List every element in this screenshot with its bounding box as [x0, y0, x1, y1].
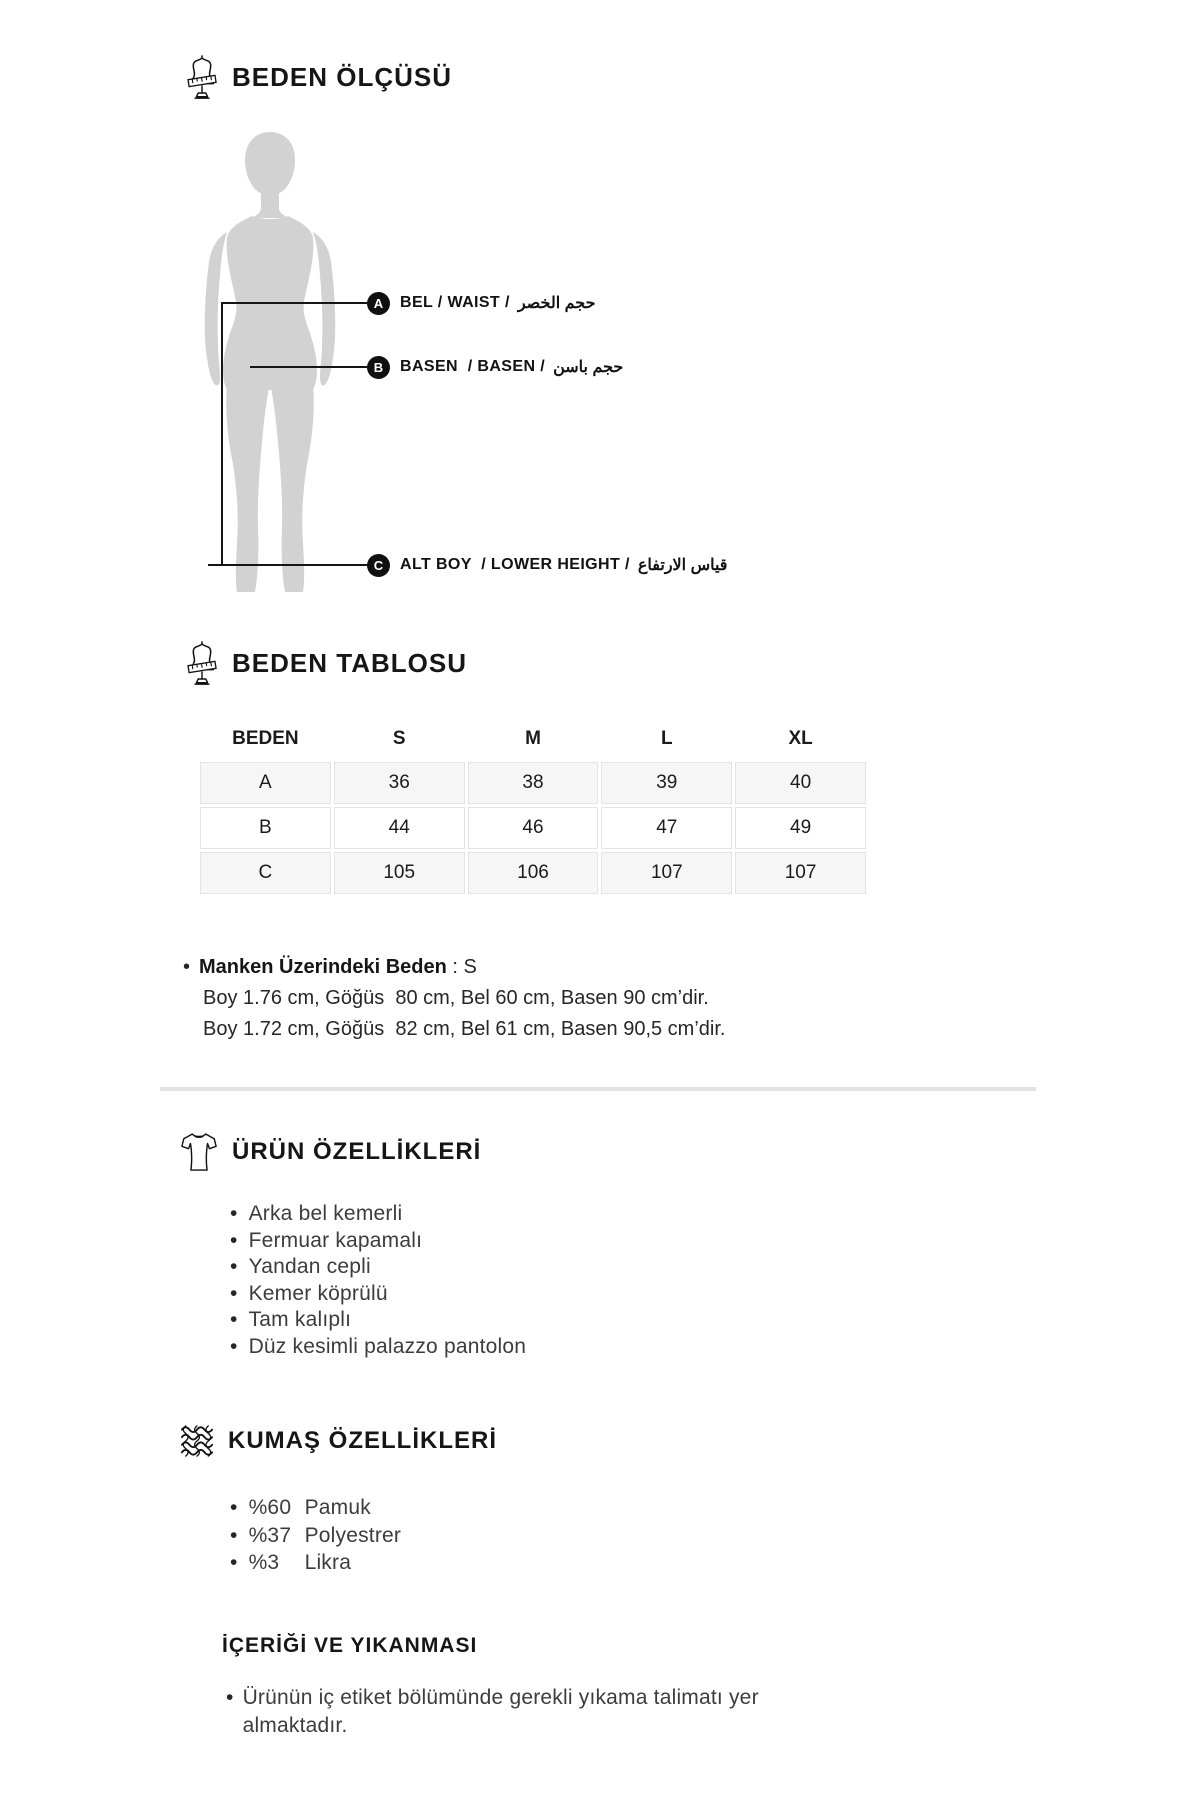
fabric-name: Polyestrer	[304, 1523, 402, 1547]
section-divider	[160, 1087, 1036, 1091]
dress-form-icon	[186, 54, 218, 100]
bullet-dot: •	[230, 1202, 238, 1225]
dress-form-icon	[186, 640, 218, 686]
measure-line	[221, 302, 367, 304]
measure-badge-a: A	[367, 292, 390, 315]
table-cell: 105	[334, 852, 465, 894]
care-text: Ürünün iç etiket bölümünde gerekli yıkama talimatı yer almaktadır.	[242, 1686, 759, 1737]
table-cell: 38	[468, 762, 599, 804]
column-header: BEDEN	[232, 728, 299, 749]
table-cell: 47	[601, 807, 732, 849]
feature-text: Arka bel kemerli	[248, 1202, 403, 1225]
measure-label-arabic: قياس الارتفاع	[637, 557, 728, 574]
section-title: İÇERİĞİ VE YIKANMASI	[222, 1634, 478, 1657]
table-cell: 107	[735, 852, 866, 894]
list-item	[230, 1254, 526, 1281]
bullet-dot: •	[230, 1255, 238, 1278]
bullet-dot: •	[230, 1281, 238, 1305]
section-title: KUMAŞ ÖZELLİKLERİ	[228, 1427, 497, 1454]
list-item	[230, 1522, 401, 1550]
list-item	[230, 1201, 526, 1228]
measure-badge-b: B	[367, 356, 390, 379]
table-cell: 39	[601, 762, 732, 804]
care-heading	[222, 1634, 477, 1658]
list-item	[230, 1307, 526, 1334]
product-features-list	[230, 1201, 526, 1360]
row-key-cell: A	[200, 762, 331, 804]
measure-row-a	[221, 291, 595, 315]
fabric-features-list	[230, 1494, 401, 1577]
measure-label: BEL / WAIST /	[400, 294, 510, 311]
bullet-dot: •	[230, 1308, 238, 1331]
fabric-pct: %60	[248, 1496, 292, 1519]
size-table	[197, 716, 869, 897]
measure-label-arabic: حجم باسن	[553, 359, 624, 376]
product-features-heading	[180, 1131, 481, 1173]
measure-badge-c: C	[367, 554, 390, 577]
fabric-pct: %3	[248, 1551, 280, 1574]
column-header: L	[660, 728, 673, 749]
list-item	[230, 1549, 401, 1577]
section-title: BEDEN TABLOSU	[232, 647, 467, 678]
size-table-heading	[186, 640, 467, 686]
fabric-weave-icon	[180, 1424, 214, 1458]
table-cell: 44	[334, 807, 465, 849]
feature-text: Yandan cepli	[248, 1255, 371, 1278]
feature-text: Kemer köprülü	[248, 1281, 388, 1305]
measure-label: BASEN / BASEN /	[400, 358, 546, 375]
bullet-dot: •	[226, 1686, 234, 1709]
column-header: M	[525, 728, 541, 749]
model-size-note	[183, 952, 725, 1045]
bullet-dot: •	[230, 1334, 238, 1358]
fabric-name: Pamuk	[304, 1496, 371, 1519]
size-table-header-row	[200, 719, 866, 759]
column-header: XL	[788, 728, 813, 749]
feature-text: Düz kesimli palazzo pantolon	[248, 1334, 527, 1358]
feature-text: Tam kalıplı	[248, 1308, 352, 1331]
table-cell: 107	[601, 852, 732, 894]
measure-line	[208, 564, 367, 566]
table-row	[200, 807, 866, 849]
bullet-dot: •	[230, 1523, 238, 1547]
table-cell: 106	[468, 852, 599, 894]
table-cell: 36	[334, 762, 465, 804]
measure-label-arabic: حجم الخصر	[517, 295, 596, 312]
section-title: BEDEN ÖLÇÜSÜ	[232, 61, 453, 92]
measure-label: ALT BOY / LOWER HEIGHT /	[400, 556, 630, 573]
model-measure-line: Boy 1.72 cm, Göğüs 82 cm, Bel 61 cm, Basen 90,5 cm’dir.	[203, 1018, 726, 1040]
model-size-value: : S	[446, 956, 477, 978]
table-row	[200, 762, 866, 804]
row-key-cell: C	[200, 852, 331, 894]
model-measure-line: Boy 1.76 cm, Göğüs 80 cm, Bel 60 cm, Basen 90 cm’dir.	[203, 987, 709, 1009]
list-item	[230, 1494, 401, 1522]
feature-text: Fermuar kapamalı	[248, 1228, 423, 1252]
table-row	[200, 852, 866, 894]
table-cell: 49	[735, 807, 866, 849]
fabric-name: Likra	[304, 1551, 352, 1574]
bullet-dot: •	[230, 1551, 238, 1574]
measure-bracket-line	[221, 303, 223, 566]
care-note	[226, 1684, 866, 1740]
table-cell: 40	[735, 762, 866, 804]
row-key-cell: B	[200, 807, 331, 849]
size-guide-heading	[186, 54, 452, 100]
section-title: ÜRÜN ÖZELLİKLERİ	[232, 1138, 482, 1165]
measure-row-b	[250, 355, 623, 379]
list-item	[230, 1281, 526, 1308]
list-item	[230, 1334, 526, 1361]
fabric-features-heading	[180, 1424, 497, 1458]
model-size-label: Manken Üzerindeki Beden	[199, 956, 447, 978]
bullet-dot: •	[183, 956, 191, 978]
tshirt-icon	[180, 1131, 218, 1173]
model-size-line	[183, 952, 725, 983]
column-header: S	[392, 728, 406, 749]
measure-line	[250, 366, 367, 368]
fabric-pct: %37	[248, 1523, 292, 1547]
table-cell: 46	[468, 807, 599, 849]
bullet-dot: •	[230, 1228, 238, 1252]
measure-row-c	[208, 553, 727, 577]
list-item	[230, 1228, 526, 1255]
bullet-dot: •	[230, 1496, 238, 1519]
